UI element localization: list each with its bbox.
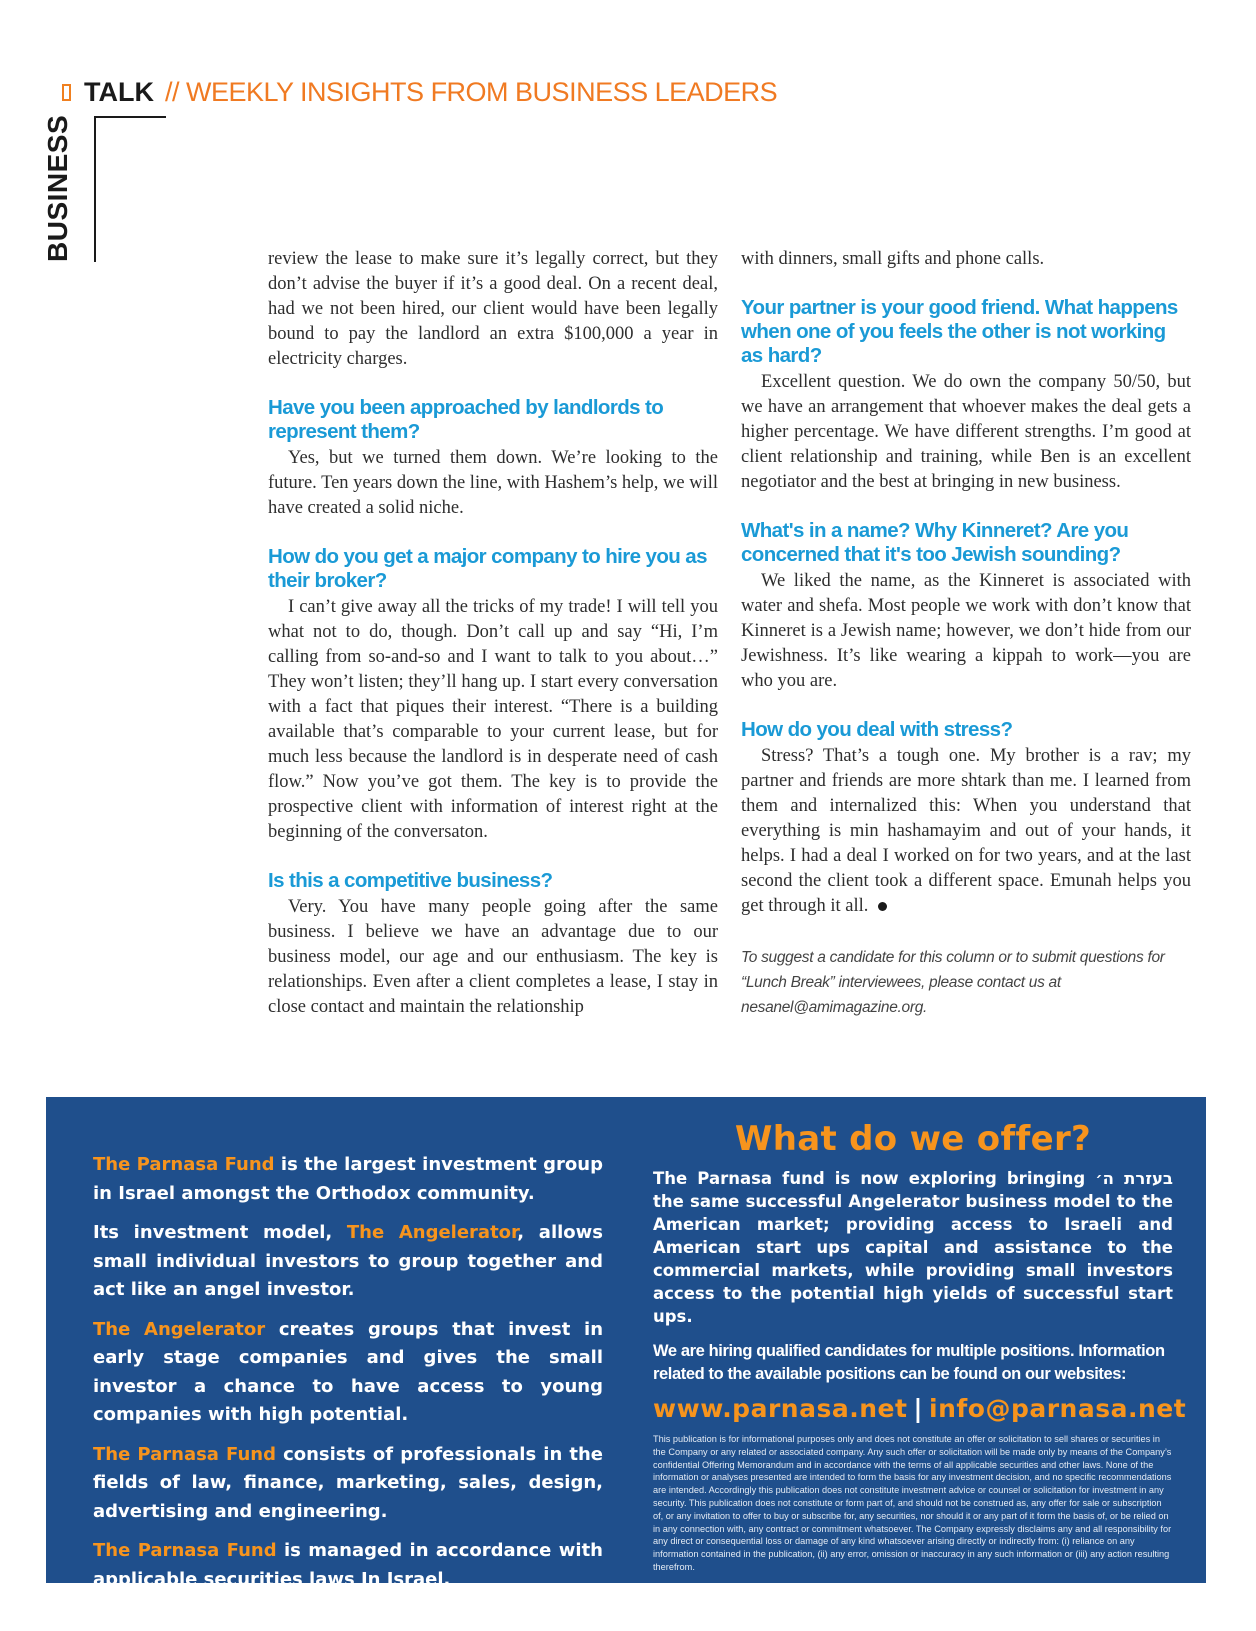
ad-offer-column <box>653 1119 1187 1574</box>
answer-text: Stress? That’s a tough one. My brother is a rav; my partner and friends are more shtark than me. I learned from them and internalized this: When you understand that everything is min hashamayim and out of your hands, it helps. I had a deal I worked on for two years, and at the last second the client took a different space. Emunah helps you get through it all. <box>741 746 1191 916</box>
section-business-label: BUSINESS <box>42 114 73 262</box>
ad-text: Its investment model, <box>93 1222 347 1243</box>
ad-paragraph <box>93 1151 603 1208</box>
article-paragraph: review the lease to make sure it’s legally correct, but they don’t advise the buyer if it’s a good deal. On a recent deal, had we not been hired, our client would have been legally bound to pay the landlord an extra $100,000 a year in electricity charges. <box>268 249 718 369</box>
ad-text: is the largest investment group in Israel amongst the Orthodox community. <box>93 1154 603 1204</box>
interview-question: How do you get a major company to hire you as their broker? <box>268 545 707 592</box>
interview-answer: Yes, but we turned them down. We’re looking to the future. Ten years down the line, with Hashem’s help, we will have created a solid niche. <box>268 448 718 518</box>
interview-question: Is this a competitive business? <box>268 869 553 892</box>
email-link[interactable]: info@parnasa.net <box>929 1394 1187 1423</box>
ad-paragraph <box>93 1316 603 1430</box>
interview-answer: We liked the name, as the Kinneret is associated with water and shefa. Most people we work with don’t know that Kinneret is a Jewish name; however, we don’t hide from our Jewishness. It’s like wearing a kippah to work—you are who you are. <box>741 571 1191 691</box>
ad-legal-disclaimer: This publication is for informational purposes only and does not constitute an offer or solicitation to sell shares or securities in the Company or any related or associated company. Any such offer or solicitation will be made only by means of the Company’s confidential Offering Memorandum and in accordance with the terms of all applicable securities and other laws. None of the information or analyses presented are intended to form the basis for any investment decision, and no specific recommendations are intended. Accordingly this publication does not constitute investment advice or counsel or solicitation for investment in any security. This publication does not constitute or form part of, and should not be construed as, any offer for sale or subscription of, or any invitation to offer to buy or subscribe for, any securities, nor should it or any part of it form the basis of, or be relied on in any connection with, any contract or commitment whatsoever. The Company expressly disclaims any and all responsibility for any direct or consequential loss or damage of any kind whatsoever arising directly or indirectly from: (i) reliance on any information contained in the publication, (ii) any error, omission or inaccuracy in any such information or (iii) any action resulting therefrom. <box>653 1434 1172 1572</box>
header-divider-vertical <box>94 116 96 262</box>
interview-question: Have you been approached by landlords to represent them? <box>268 396 664 443</box>
ad-brand-name: The Angelerator <box>93 1318 266 1340</box>
header-divider-horizontal <box>94 116 166 118</box>
ad-contact-links <box>653 1394 1187 1423</box>
ad-brand-name: The Parnasa Fund <box>93 1154 275 1175</box>
ad-text: , allows small individual investors to group together and act like an angel investor. <box>93 1222 603 1300</box>
parnasa-ad <box>46 1097 1206 1590</box>
contact-note: To suggest a candidate for this column or to submit questions for “Lunch Break” interviewees, please contact us at nesanel@amimagazine.org. <box>741 949 1165 1016</box>
end-mark-icon <box>878 902 887 911</box>
article-paragraph: with dinners, small gifts and phone calls. <box>741 249 1045 269</box>
ad-text: is managed in accordance with applicable securities laws In Israel. <box>93 1540 603 1590</box>
ad-paragraph <box>93 1219 603 1305</box>
interview-answer: I can’t give away all the tricks of my trade! I will tell you what not to do, though. Don’t call up and say “Hi, I’m calling from so-and-so and I want to talk to you about…” They won’t listen; they’ll hang up. I start every conversation with a fact that piques their interest. “There is a building available that’s comparable to your current lease, but for much less because the landlord is in desperate need of cash flow.” Now you’ve got them. The key is to provide the prospective client with information of interest right at the beginning of the conversaton. <box>268 597 718 842</box>
interview-question: Your partner is your good friend. What happens when one of you feels the other is not working as hard? <box>741 296 1178 367</box>
ad-text: creates groups that invest in early stage companies and gives the small investor a chance to have access to young companies with high potential. <box>93 1318 604 1425</box>
interview-answer: Excellent question. We do own the company 50/50, but we have an arrangement that whoever makes the deal gets a higher percentage. We have different strengths. I’m good at client relationship and training, while Ben is an excellent negotiator and the best at bringing in new business. <box>741 372 1191 492</box>
ad-brand-name: The Angelerator <box>346 1222 518 1243</box>
link-separator: | <box>913 1394 924 1423</box>
website-link[interactable]: www.parnasa.net <box>653 1394 908 1423</box>
ad-text: consists of professionals in the fields of law, finance, marketing, sales, design, advertising and engineering. <box>93 1443 603 1522</box>
interview-answer: Very. You have many people going after the same business. I believe we have an advantage due to our business model, our age and our enthusiasm. The key is relationships. Even after a client completes a lease, I stay in close contact and maintain the relationship <box>268 897 718 1017</box>
interview-question: How do you deal with stress? <box>741 718 1013 741</box>
ad-offer-text: The Parnasa fund is now exploring bringing בעזרת ה׳ the same successful Angelerator business model to the American market; providing access to Israeli and American start ups capital and assistance to the commercial markets, while providing small investors access to the potential high yields of successful start ups. <box>653 1169 1173 1326</box>
section-bullet-icon <box>62 84 71 101</box>
article-column-right <box>741 247 1191 1020</box>
interview-answer <box>741 744 1191 919</box>
ad-paragraph <box>93 1441 603 1527</box>
section-tagline: // WEEKLY INSIGHTS FROM BUSINESS LEADERS <box>165 77 778 107</box>
ad-brand-name: The Parnasa Fund <box>93 1540 277 1561</box>
article-column-left <box>268 247 718 1020</box>
ad-hiring-text: We are hiring qualified candidates for multiple positions. Information related to the available positions can be found on our websites: <box>653 1342 1165 1383</box>
ad-brand-name: The Parnasa Fund <box>93 1443 276 1465</box>
ad-paragraph <box>93 1537 603 1594</box>
interview-question: What's in a name? Why Kinneret? Are you concerned that it's too Jewish sounding? <box>741 519 1129 566</box>
section-talk-label: TALK <box>84 77 154 107</box>
ad-offer-title: What do we offer? <box>734 1119 1092 1159</box>
ad-about-column <box>93 1151 603 1605</box>
